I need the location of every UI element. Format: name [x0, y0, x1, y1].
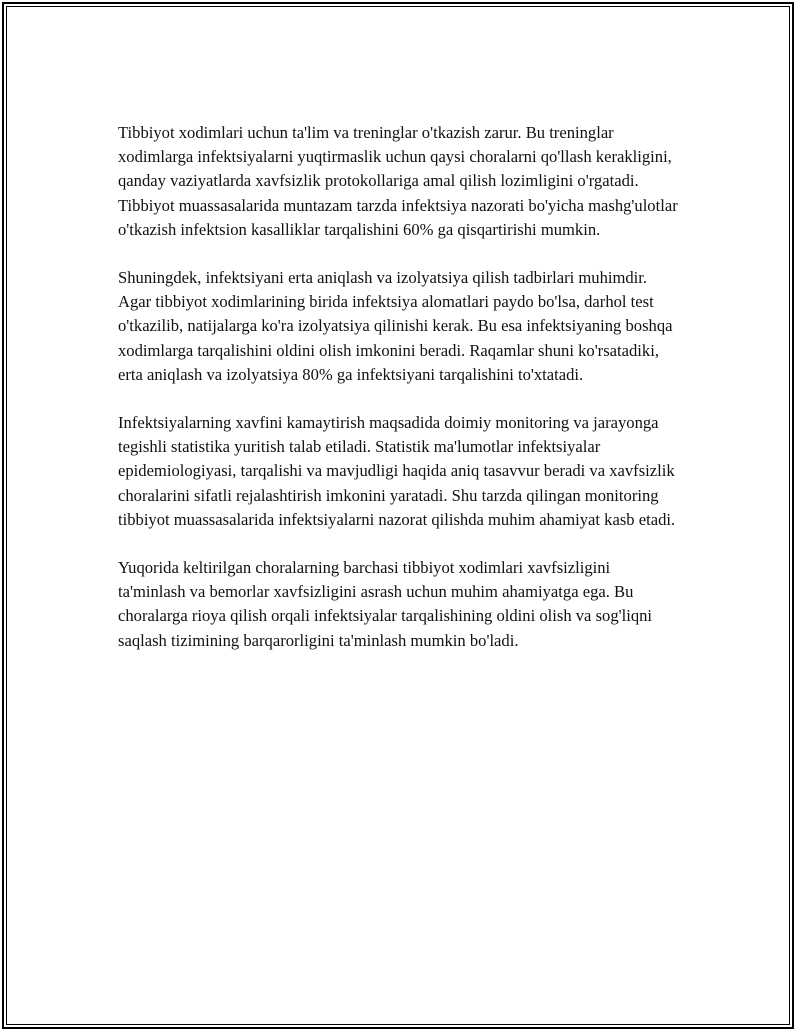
paragraph-training: Tibbiyot xodimlari uchun ta'lim va treninglar o'tkazish zarur. Bu treninglar xodimlarga infektsiyalarni yuqtirmaslik uchun qaysi choralarni qo'llash kerakligini, qanday vaziyatlarda xavfsizlik protokollariga amal qilish lozimligini o'rgatadi. Tibbiyot muassasalarida muntazam tarzda infektsiya nazorati bo'yicha mashg'ulotlar o'tkazish infektsion kasalliklar tarqalishini 60% ga qisqartirishi mumkin.	[118, 123, 678, 239]
paragraph-conclusion: Yuqorida keltirilgan choralarning barchasi tibbiyot xodimlari xavfsizligini ta'minlash va bemorlar xavfsizligini asrash uchun muhim ahamiyatga ega. Bu choralarga rioya qilish orqali infektsiyalar tarqalishining oldini olish va sog'liqni saqlash tizimining barqarorligini ta'minlash mumkin bo'ladi.	[118, 558, 653, 650]
paragraph-monitoring: Infektsiyalarning xavfini kamaytirish maqsadida doimiy monitoring va jarayonga tegishli statistika yuritish talab etiladi. Statistik ma'lumotlar infektsiyalar epidemiologiyasi, tarqalishi va mavjudligi haqida aniq tasavvur beradi va xavfsizlik choralarini sifatli rejalashtirish imkonini yaratadi. Shu tarzda qilingan monitoring tibbiyot muassasalarida infektsiyalarni nazorat qilishda muhim ahamiyat kasb etadi.	[118, 413, 676, 529]
document-page	[2, 2, 794, 1029]
paragraph-early-detection: Shuningdek, infektsiyani erta aniqlash va izolyatsiya qilish tadbirlari muhimdir. Agar tibbiyot xodimlarining birida infektsiya alomatlari paydo bo'lsa, darhol test o'tkazilib, natijalarga ko'ra izolyatsiya qilinishi kerak. Bu esa infektsiyaning boshqa xodimlarga tarqalishini oldini olish imkonini beradi. Raqamlar shuni ko'rsatadiki, erta aniqlash va izolyatsiya 80% ga infektsiyani tarqalishini to'xtatadi.	[118, 268, 673, 384]
document-body	[118, 121, 680, 677]
